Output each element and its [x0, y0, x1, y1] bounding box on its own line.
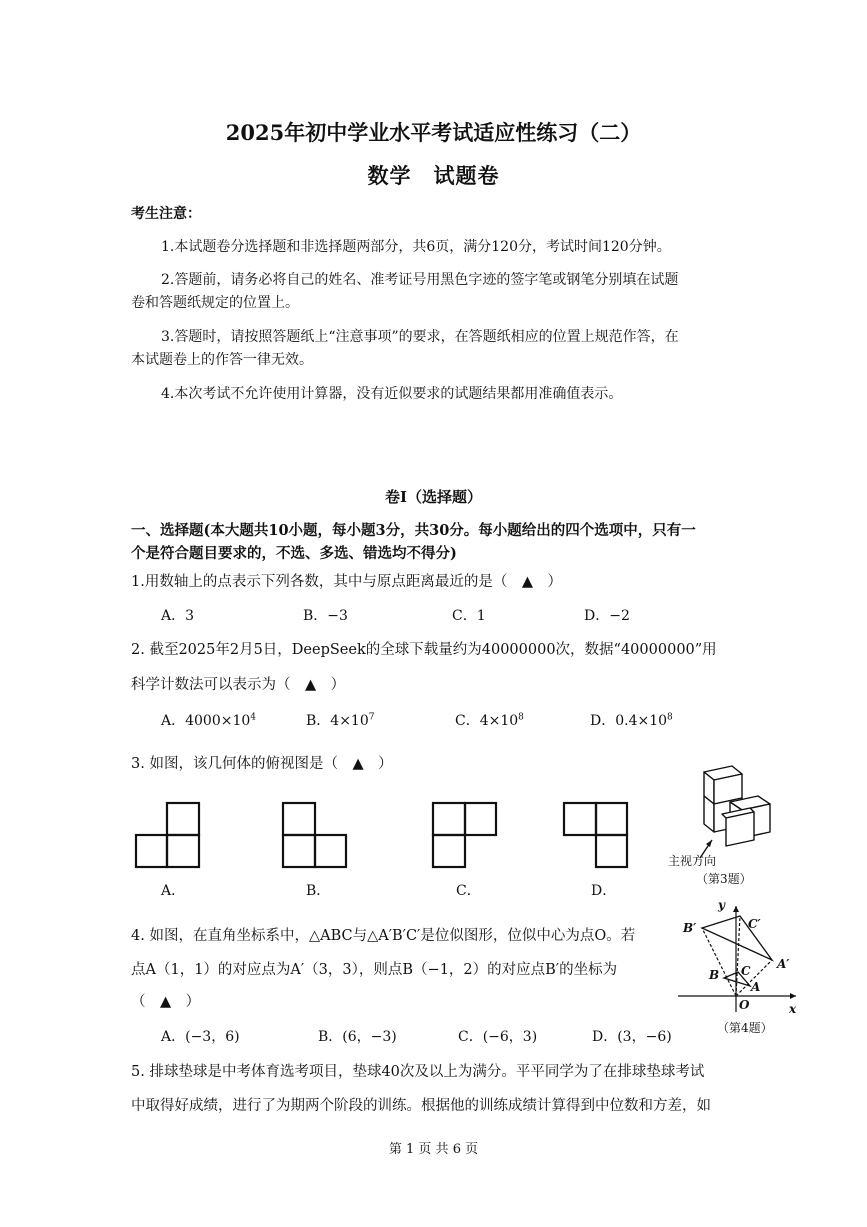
question-2-option-c: C．$4\times 10^8$	[455, 712, 524, 729]
question-3-option-a: A．	[161, 883, 186, 899]
section-instruction-1: 一、选择题(本大题共10小题，每小题3分，共30分。每小题给出的四个选项中，只有一	[131, 522, 696, 539]
question-4-point-a-prime-label: A′	[777, 957, 790, 971]
question-3-view-direction-label: 主视方向	[668, 854, 717, 868]
question-4-line-2: 点A（1，1）的对应点为A′（3，3），则点B（−1，2）的对应点B′的坐标为	[131, 962, 618, 978]
exam-subtitle: 数学 试题卷	[367, 163, 500, 188]
question-3-solid-figure	[690, 762, 780, 858]
question-1-option-b: B．−3	[303, 608, 348, 624]
question-2-line-2: 科学计数法可以表示为（ ▲ ）	[131, 677, 346, 693]
question-4-option-d: D．(3，−6)	[592, 1029, 672, 1045]
question-4-line-1: 4. 如图，在直角坐标系中，△ABC与△A′B′C′是位似图形，位似中心为点O。若	[131, 928, 636, 944]
question-1-option-a: A．3	[161, 608, 195, 624]
question-4-axis-x-label: x	[789, 1002, 797, 1016]
question-1-text: 1.用数轴上的点表示下列各数，其中与原点距离最近的是（ ▲ ）	[131, 574, 562, 590]
question-4-line-3: （ ▲ ）	[131, 994, 201, 1010]
page-number-footer: 第 1 页 共 6 页	[388, 1142, 479, 1157]
notice-item-2: 2.答题前，请务必将自己的姓名、准考证号用黑色字迹的签字笔或钢笔分别填在试题	[161, 272, 679, 288]
question-4-option-c: C．(−6，3)	[458, 1029, 538, 1045]
question-3-option-d-figure	[563, 802, 629, 868]
section-instruction-2: 个是符合题目要求的，不选、多选、错选均不得分)	[131, 545, 457, 562]
question-2-line-1: 2. 截至2025年2月5日，DeepSeek的全球下载量约为40000000次，数据“40000000”用	[131, 642, 717, 658]
question-2-option-b: B．$4\times 10^7$	[306, 712, 375, 729]
section-title: 卷Ⅰ（选择题）	[384, 488, 483, 506]
notice-item-2-cont: 卷和答题纸规定的位置上。	[131, 295, 299, 311]
question-3-option-a-figure	[135, 802, 201, 868]
question-4-point-c-prime-label: C′	[748, 917, 761, 931]
notice-item-1: 1.本试题卷分选择题和非选择题两部分，共6页，满分120分，考试时间120分钟。	[161, 239, 671, 255]
question-3-option-d: D．	[591, 883, 617, 899]
question-4-figure-caption: （第4题）	[717, 1021, 773, 1035]
notice-item-3: 3.答题时，请按照答题纸上“注意事项”的要求，在答题纸相应的位置上规范作答，在	[161, 329, 679, 345]
notice-item-3-cont: 本试题卷上的作答一律无效。	[131, 352, 313, 368]
question-4-point-a-label: A	[751, 980, 761, 994]
question-5-line-1: 5. 排球垫球是中考体育选考项目，垫球40次及以上为满分。平平同学为了在排球垫球考试	[131, 1064, 705, 1080]
question-4-point-c-label: C	[741, 964, 751, 978]
question-4-axis-y-label: y	[718, 898, 725, 912]
question-5-line-2: 中取得好成绩，进行了为期两个阶段的训练。根据他的训练成绩计算得到中位数和方差，如	[131, 1098, 711, 1114]
question-3-option-b-figure	[282, 802, 348, 868]
notice-item-4: 4.本次考试不允许使用计算器，没有近似要求的试题结果都用准确值表示。	[161, 386, 623, 402]
question-4-point-b-prime-label: B′	[683, 921, 697, 935]
question-2-option-a: A．$4000\times 10^4$	[161, 712, 257, 729]
exam-title: 2025年初中学业水平考试适应性练习（二）	[225, 120, 642, 145]
question-3-text: 3. 如图，该几何体的俯视图是（ ▲ ）	[131, 756, 393, 772]
question-3-option-c: C．	[456, 883, 481, 899]
question-4-point-b-label: B	[709, 968, 720, 982]
question-4-option-b: B．(6，−3)	[318, 1029, 397, 1045]
question-4-option-a: A．(−3，6)	[161, 1029, 240, 1045]
question-2-option-d: D．$0.4\times 10^8$	[590, 712, 673, 729]
notice-heading: 考生注意：	[131, 206, 201, 222]
question-4-origin-label: O	[739, 998, 750, 1012]
question-3-option-c-figure	[432, 802, 498, 868]
question-3-figure-caption: （第3题）	[696, 872, 752, 886]
question-3-option-b: B．	[306, 883, 331, 899]
question-1-option-d: D．−2	[584, 608, 630, 624]
question-1-option-c: C．1	[452, 608, 486, 624]
